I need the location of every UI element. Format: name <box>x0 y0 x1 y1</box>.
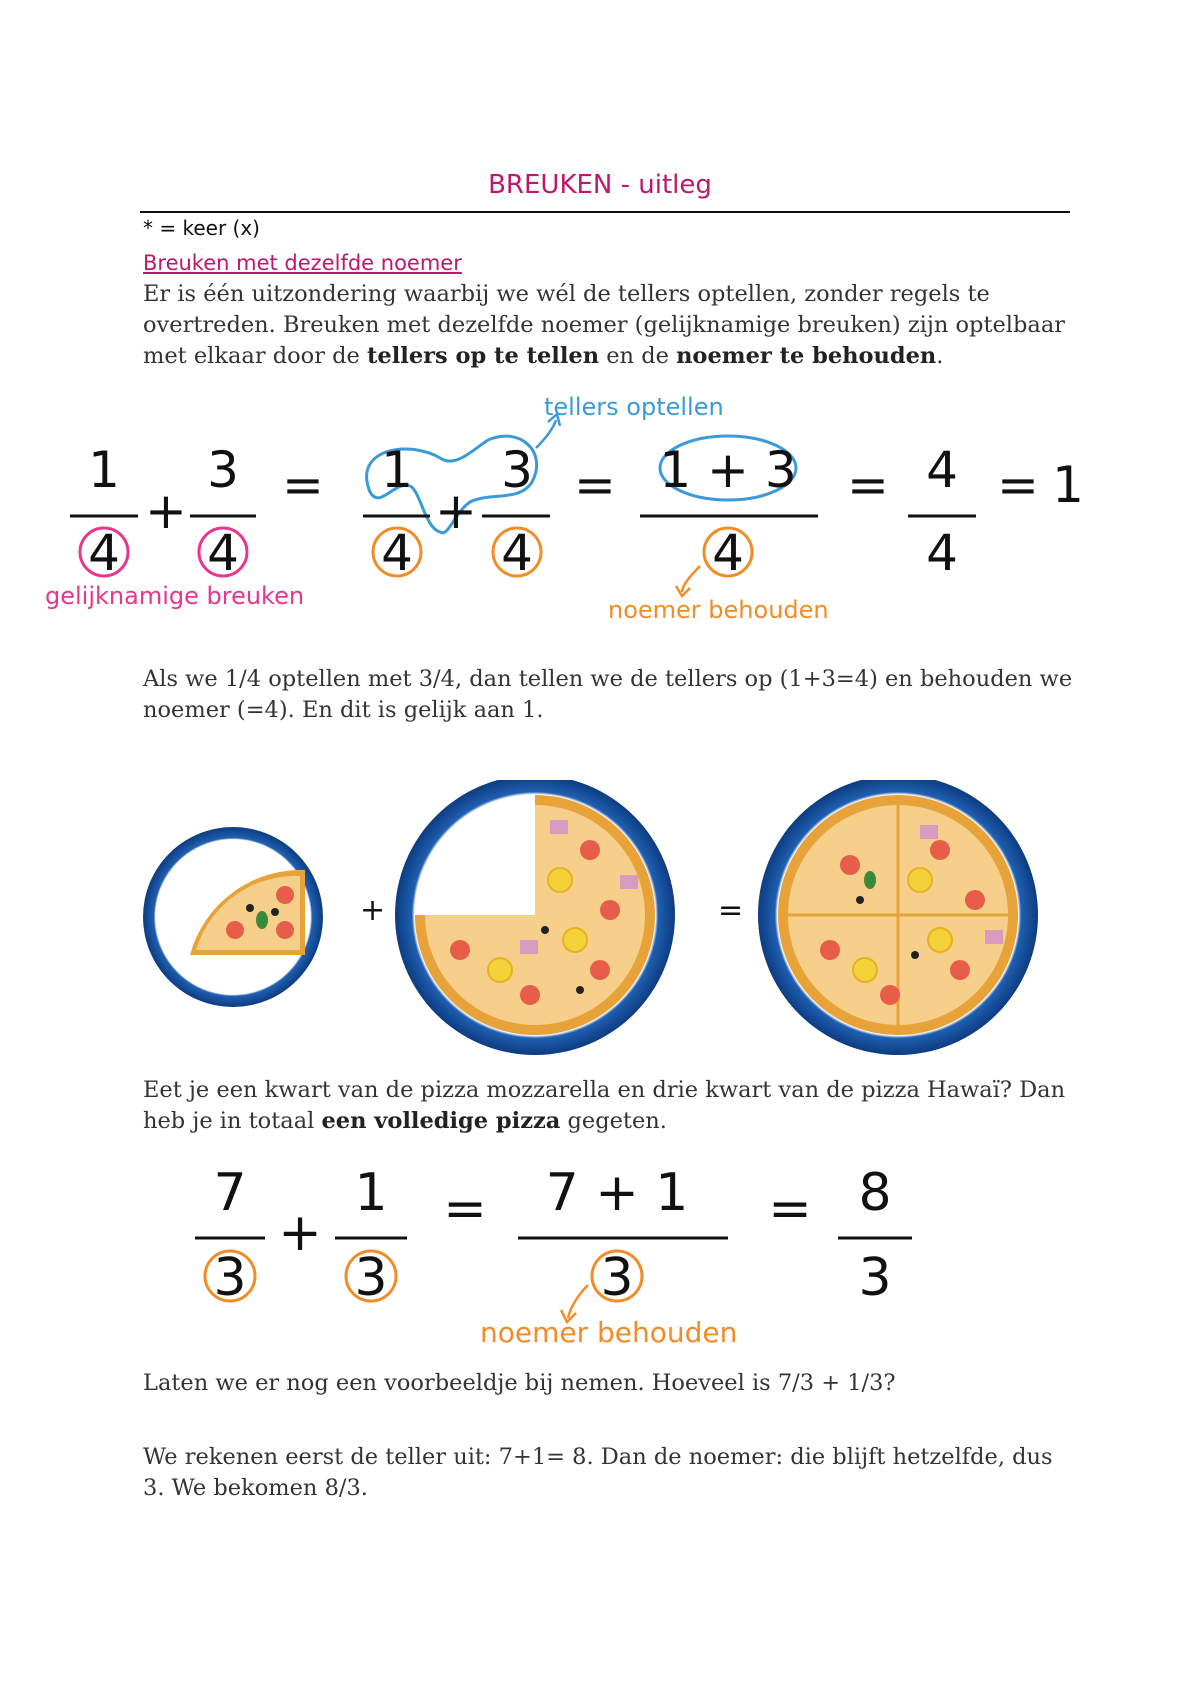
notation-note: * = keer (x) <box>143 216 260 240</box>
equals-sign: = <box>282 456 324 514</box>
eq2-b-denominator: 3 <box>354 1248 388 1308</box>
final-result: 1 <box>1052 456 1084 514</box>
equals-sign-2: = <box>574 456 616 514</box>
pizza-three-quarters <box>395 780 675 1055</box>
eq2-equals-sign-2: = <box>768 1179 812 1239</box>
label-tellers-optellen: tellers optellen <box>544 393 724 421</box>
eq2-b-numerator: 1 <box>354 1163 388 1223</box>
eq2-a-numerator: 7 <box>213 1163 247 1223</box>
eq2-result-denominator: 3 <box>858 1248 892 1308</box>
fraction-d-numerator: 3 <box>501 441 533 499</box>
explanation-paragraph-1: Als we 1/4 optellen met 3/4, dan tellen we de tellers op (1+3=4) en behouden we noemer (=4). En dit is gelijk aan 1. <box>143 666 1073 723</box>
pizza-illustration <box>0 780 1200 1070</box>
pizza-equals-sign: = <box>718 893 744 928</box>
eq2-a-denominator: 3 <box>213 1248 247 1308</box>
explanation-paragraph-3: Laten we er nog een voorbeeldje bij nemen. Hoeveel is 7/3 + 1/3? <box>143 1370 896 1396</box>
pizza-full <box>758 780 1038 1055</box>
eq2-sum-numerator: 7 + 1 <box>545 1163 689 1223</box>
section-heading: Breuken met dezelfde noemer <box>143 251 462 275</box>
sum-denominator: 4 <box>712 524 744 582</box>
fraction-a-numerator: 1 <box>88 441 120 499</box>
eq2-arrow-noemer <box>568 1285 588 1318</box>
eq2-equals-sign: = <box>443 1179 487 1239</box>
arrow-noemer <box>682 566 700 592</box>
pizza-quarter <box>143 827 323 1007</box>
fraction-c-denominator: 4 <box>381 524 413 582</box>
result-denominator: 4 <box>926 524 958 582</box>
pizza-plus-sign: + <box>360 893 386 928</box>
eq2-label-noemer-behouden: noemer behouden <box>480 1316 738 1349</box>
page-title: BREUKEN - uitleg <box>488 170 712 200</box>
equation-example-2 <box>0 1150 1200 1350</box>
plus-sign-2: + <box>435 482 477 540</box>
eq2-result-numerator: 8 <box>858 1163 892 1223</box>
sum-numerator: 1 + 3 <box>659 441 797 499</box>
equals-sign-3: = <box>847 456 889 514</box>
result-numerator: 4 <box>926 441 958 499</box>
fraction-b-numerator: 3 <box>207 441 239 499</box>
equation-same-denominator <box>0 380 1200 630</box>
intro-paragraph: Er is één uitzondering waarbij we wél de tellers optellen, zonder regels te overtreden. Breuken met dezelfde noemer (gelijknamige breuken) zijn optelbaar met elkaar door de tellers op te tellen en de noemer te behouden. <box>143 281 1065 369</box>
label-noemer-behouden: noemer behouden <box>608 596 829 624</box>
eq2-sum-denominator: 3 <box>600 1248 634 1308</box>
plus-sign: + <box>145 482 187 540</box>
fraction-c-numerator: 1 <box>381 441 413 499</box>
label-gelijknamige-breuken: gelijknamige breuken <box>45 582 305 610</box>
explanation-paragraph-2: Eet je een kwart van de pizza mozzarella en drie kwart van de pizza Hawaï? Dan heb je in totaal een volledige pizza gegeten. <box>143 1077 1066 1134</box>
fraction-d-denominator: 4 <box>501 524 533 582</box>
equals-sign-4: = <box>997 456 1039 514</box>
fraction-b-denominator: 4 <box>207 524 239 582</box>
title-divider <box>140 211 1070 213</box>
fraction-a-denominator: 4 <box>88 524 120 582</box>
explanation-paragraph-4: We rekenen eerst de teller uit: 7+1= 8. Dan de noemer: die blijft hetzelfde, dus 3. We bekomen 8/3. <box>143 1444 1053 1501</box>
eq2-plus-sign: + <box>278 1203 322 1263</box>
arrow-tellers <box>536 420 556 448</box>
